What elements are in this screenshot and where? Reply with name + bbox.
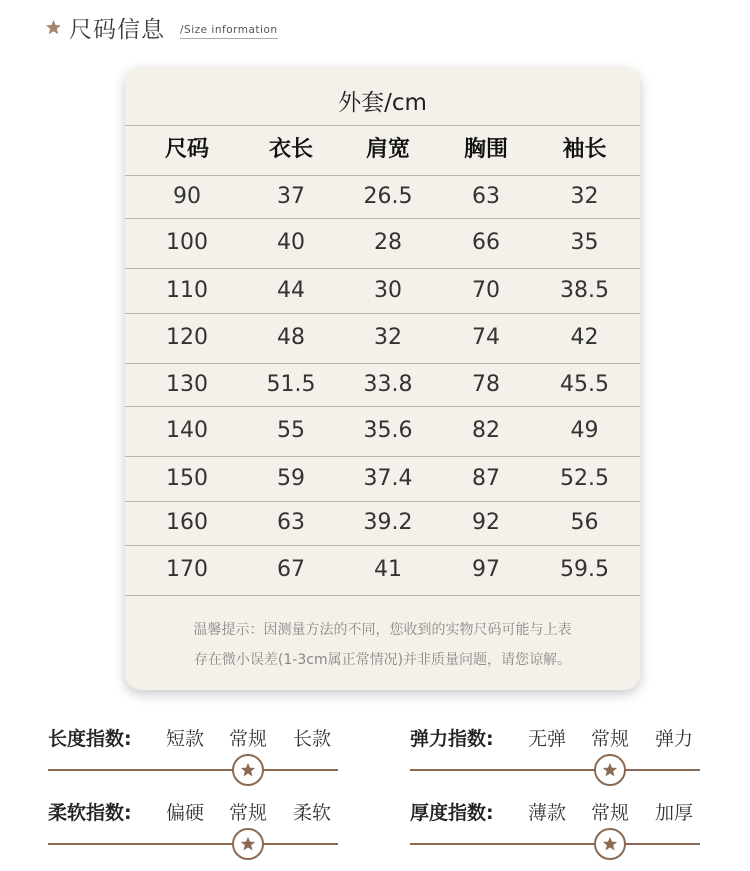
- table-row: [125, 268, 640, 313]
- section-title: 尺码信息: [69, 16, 165, 43]
- table-cell: 110: [166, 278, 208, 303]
- table-cell: 49: [570, 418, 599, 443]
- table-cell: 59.5: [560, 557, 609, 582]
- index-scale: [48, 798, 340, 858]
- table-cell: 63: [277, 510, 305, 535]
- table-header-row: [125, 125, 640, 175]
- table-cell: 100: [166, 230, 208, 255]
- star-icon: [601, 761, 619, 779]
- note-line-2: 存在微小误差(1-3cm属正常情况)并非质量问题，请您谅解。: [193, 652, 572, 668]
- table-row: [125, 406, 640, 456]
- column-header: 尺码: [164, 137, 209, 162]
- table-cell: 30: [374, 278, 402, 303]
- table-cell: 37.4: [363, 466, 413, 491]
- table-cell: 120: [166, 325, 208, 350]
- table-cell: 67: [277, 557, 305, 582]
- table-cell: 63: [472, 184, 500, 209]
- index-track: [410, 843, 700, 845]
- table-cell: 44: [277, 278, 305, 303]
- table-cell: 42: [570, 325, 599, 350]
- table-cell: 92: [472, 510, 500, 535]
- index-marker: [232, 754, 264, 786]
- table-title: 外套/cm: [338, 90, 427, 116]
- index-option: 加厚: [654, 802, 694, 824]
- index-scale: [410, 798, 702, 858]
- table-cell: 33.8: [363, 372, 413, 397]
- table-cell: 39.2: [363, 510, 413, 535]
- column-header: 袖长: [562, 137, 607, 162]
- index-option: 常规: [228, 728, 268, 750]
- table-cell: 56: [570, 510, 599, 535]
- index-marker: [594, 828, 626, 860]
- index-option: 弹力: [654, 728, 694, 750]
- table-cell: 35.6: [363, 418, 413, 443]
- table-cell: 48: [277, 325, 305, 350]
- table-cell: 160: [166, 510, 208, 535]
- table-divider: [125, 595, 640, 596]
- table-cell: 74: [472, 325, 500, 350]
- index-option: 柔软: [292, 802, 332, 824]
- table-cell: 87: [472, 466, 500, 491]
- table-cell: 170: [166, 557, 208, 582]
- table-row: [125, 545, 640, 595]
- index-track: [48, 769, 338, 771]
- index-label: 弹力指数:: [410, 728, 494, 750]
- index-label: 柔软指数:: [48, 802, 132, 824]
- index-scale: [410, 724, 702, 784]
- table-cell: 28: [374, 230, 402, 255]
- table-row: [125, 218, 640, 268]
- table-cell: 82: [472, 418, 500, 443]
- table-cell: 38.5: [560, 278, 609, 303]
- index-scale: [48, 724, 340, 784]
- table-cell: 32: [374, 325, 402, 350]
- table-row: [125, 313, 640, 363]
- table-cell: 59: [277, 466, 305, 491]
- table-row: [125, 456, 640, 501]
- table-cell: 35: [570, 230, 599, 255]
- table-cell: 90: [173, 184, 201, 209]
- index-option: 短款: [165, 728, 205, 750]
- index-track: [48, 843, 338, 845]
- index-marker: [594, 754, 626, 786]
- star-icon: [239, 835, 257, 853]
- table-cell: 78: [472, 372, 500, 397]
- section-subtitle: /Size information: [180, 24, 278, 39]
- column-header: 肩宽: [365, 137, 410, 162]
- index-label: 长度指数:: [48, 728, 132, 750]
- table-cell: 37: [277, 184, 305, 209]
- index-option: 常规: [228, 802, 268, 824]
- column-header: 胸围: [463, 137, 508, 162]
- index-option: 常规: [590, 728, 630, 750]
- index-option: 偏硬: [165, 802, 205, 824]
- table-cell: 66: [472, 230, 500, 255]
- index-option: 无弹: [527, 728, 567, 750]
- table-cell: 40: [277, 230, 305, 255]
- table-cell: 26.5: [363, 184, 413, 209]
- star-icon: [44, 18, 63, 37]
- table-cell: 41: [374, 557, 402, 582]
- table-cell: 97: [472, 557, 500, 582]
- table-cell: 150: [166, 466, 208, 491]
- index-label: 厚度指数:: [410, 802, 494, 824]
- table-cell: 70: [472, 278, 500, 303]
- table-row: [125, 501, 640, 545]
- table-cell: 51.5: [266, 372, 316, 397]
- index-option: 薄款: [527, 802, 567, 824]
- star-icon: [601, 835, 619, 853]
- index-option: 常规: [590, 802, 630, 824]
- table-cell: 55: [277, 418, 305, 443]
- table-cell: 45.5: [560, 372, 609, 397]
- table-row: [125, 363, 640, 406]
- note-line-1: 温馨提示：因测量方法的不同，您收到的实物尺码可能与上表: [193, 622, 572, 638]
- table-cell: 130: [166, 372, 208, 397]
- column-header: 衣长: [268, 137, 313, 162]
- index-marker: [232, 828, 264, 860]
- section-header: [44, 10, 165, 44]
- index-track: [410, 769, 700, 771]
- size-table-card: [125, 67, 640, 690]
- table-row: [125, 175, 640, 218]
- table-cell: 52.5: [560, 466, 609, 491]
- table-cell: 32: [570, 184, 599, 209]
- table-cell: 140: [166, 418, 208, 443]
- star-icon: [239, 761, 257, 779]
- index-option: 长款: [292, 728, 332, 750]
